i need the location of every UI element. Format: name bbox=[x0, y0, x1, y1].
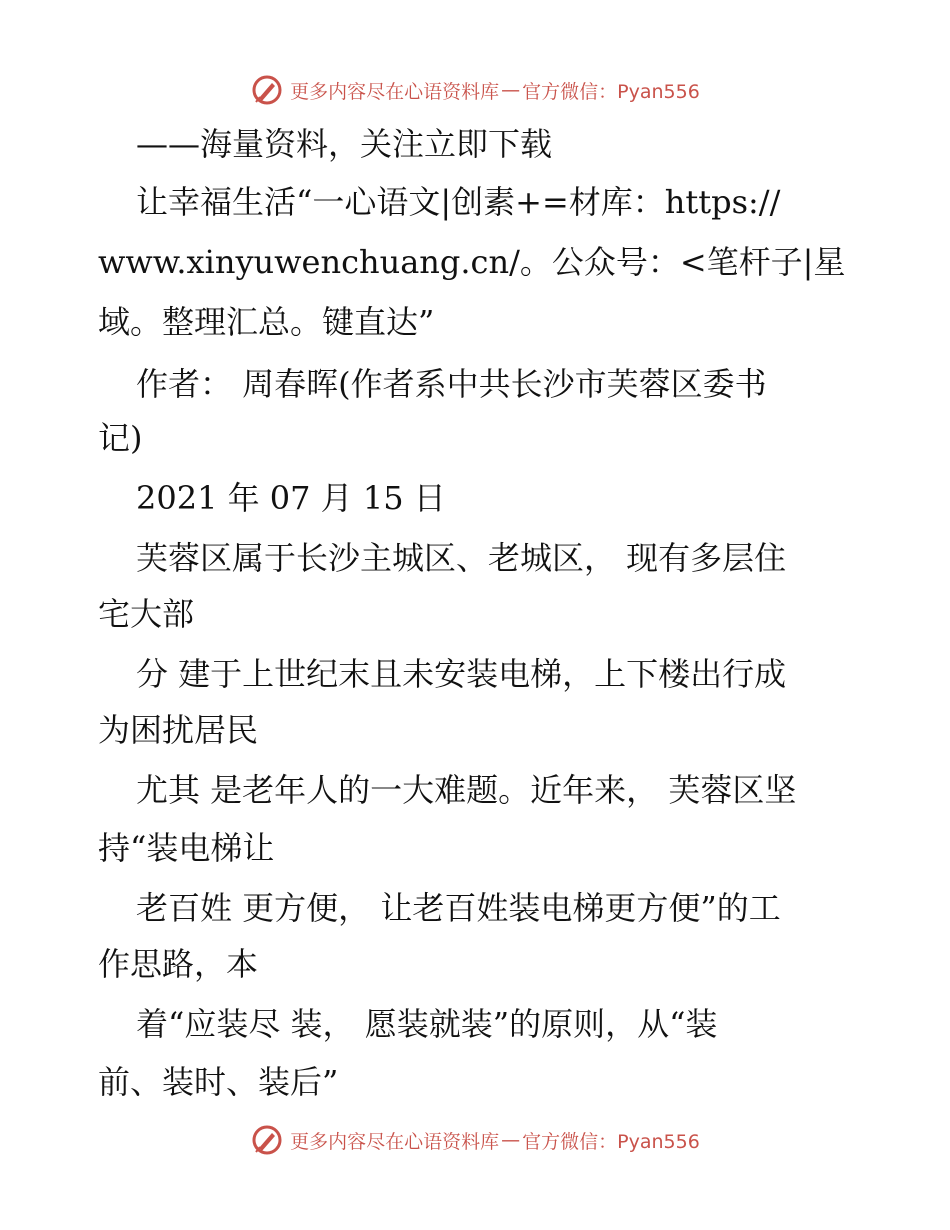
body-line: 作思路，本 bbox=[98, 945, 259, 983]
body-line: 为困扰居民 bbox=[98, 711, 259, 749]
banner-wechat-text: 官方微信：Pyan556 bbox=[522, 80, 700, 103]
header-watermark-banner bbox=[0, 70, 950, 110]
banner-separator: — bbox=[501, 1129, 521, 1151]
banner-main-text: 更多内容尽在心语资料库 bbox=[290, 80, 500, 103]
body-line: ——海量资料，关注立即下载 bbox=[136, 125, 553, 163]
body-line: 芙蓉区属于长沙主城区、老城区， 现有多层住 bbox=[136, 539, 787, 577]
body-line: 着“应装尽 装， 愿装就装”的原则，从“装 bbox=[136, 1005, 718, 1043]
pen-logo-icon bbox=[250, 73, 284, 107]
body-line: 分 建于上世纪末且未安装电梯，上下楼出行成 bbox=[136, 655, 787, 693]
body-line: 让幸福生活“一心语文|创素+=材库：https:// bbox=[136, 183, 781, 221]
body-line: 2021 年 07 月 15 日 bbox=[136, 479, 446, 517]
body-line: www.xinyuwenchuang.cn/。公众号：<笔杆子|星 bbox=[98, 243, 846, 281]
banner-main-text: 更多内容尽在心语资料库 bbox=[290, 1130, 500, 1153]
footer-watermark-banner bbox=[0, 1120, 950, 1160]
body-line: 老百姓 更方便， 让老百姓装电梯更方便”的工 bbox=[136, 889, 781, 927]
body-line: 域。整理汇总。键直达” bbox=[98, 303, 435, 341]
body-line: 作者： 周春晖(作者系中共长沙市芙蓉区委书 bbox=[136, 365, 767, 403]
body-line: 宅大部 bbox=[98, 595, 195, 633]
pen-logo-icon bbox=[250, 1123, 284, 1157]
body-line: 持“装电梯让 bbox=[98, 829, 275, 867]
body-line: 尤其 是老年人的一大难题。近年来， 芙蓉区坚 bbox=[136, 771, 797, 809]
body-line: 记) bbox=[98, 419, 143, 457]
banner-separator: — bbox=[501, 79, 521, 101]
banner-wechat-text: 官方微信：Pyan556 bbox=[522, 1130, 700, 1153]
body-line: 前、装时、装后” bbox=[98, 1063, 339, 1101]
